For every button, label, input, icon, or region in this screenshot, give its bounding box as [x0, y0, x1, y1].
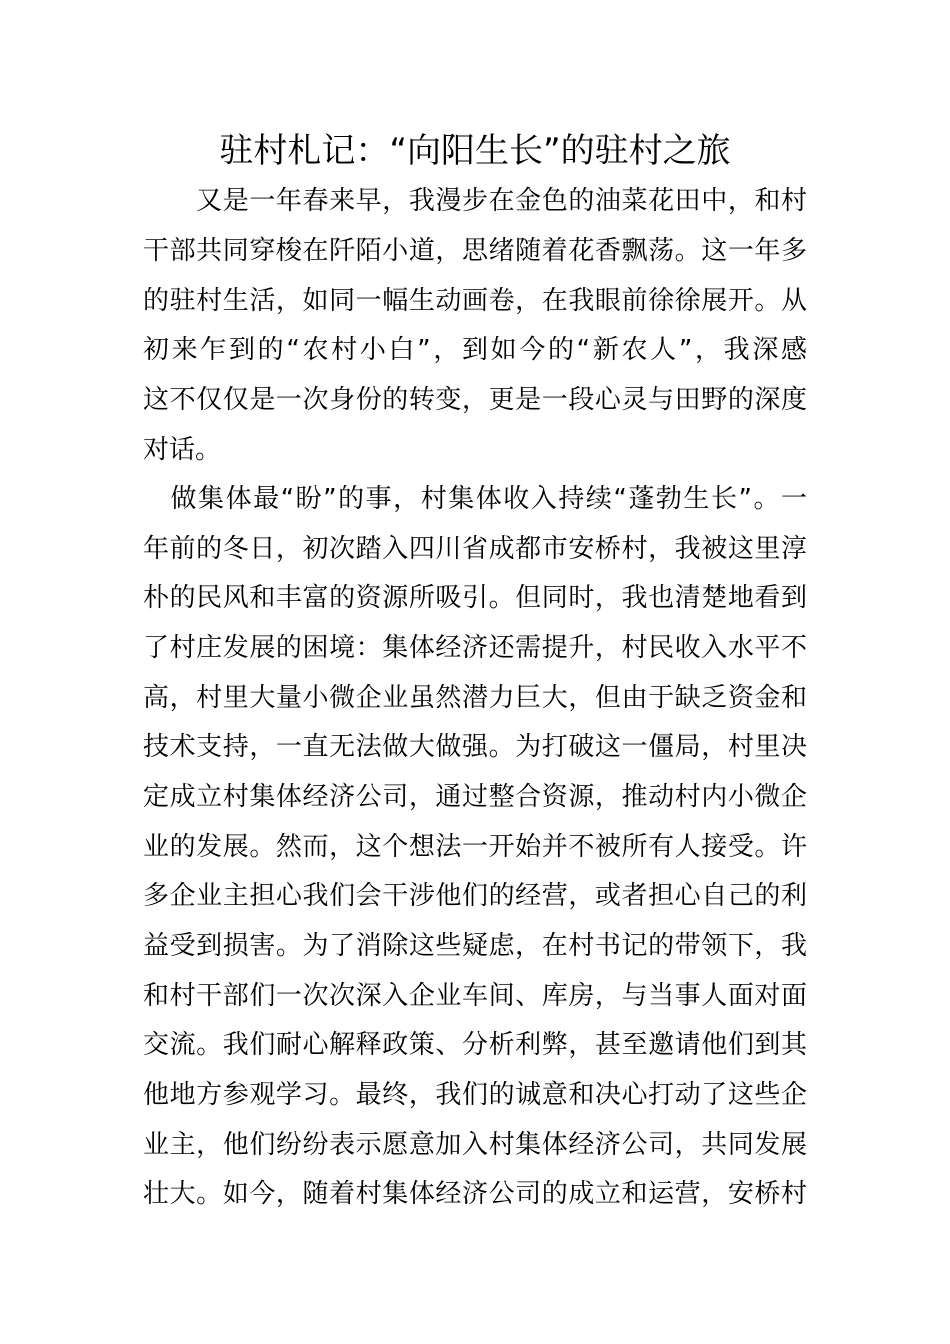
paragraph-2-line-3: 朴的民风和丰富的资源所吸引。但同时，我也清楚地看到 — [143, 583, 807, 613]
paragraph-2-line-7: 定成立村集体经济公司，通过整合资源，推动村内小微企 — [143, 782, 807, 812]
paragraph-2-line-13: 他地方参观学习。最终，我们的诚意和决心打动了这些企 — [143, 1080, 807, 1110]
paragraph-1-line-3: 的驻村生活，如同一幅生动画卷，在我眼前徐徐展开。从 — [143, 286, 807, 316]
paragraph-2-line-10: 益受到损害。为了消除这些疑虑，在村书记的带领下，我 — [143, 931, 807, 961]
paragraph-2-line-2: 年前的冬日，初次踏入四川省成都市安桥村，我被这里淳 — [143, 534, 807, 564]
paragraph-1-line-5: 这不仅仅是一次身份的转变，更是一段心灵与田野的深度 — [143, 385, 807, 415]
paragraph-2-line-12: 交流。我们耐心解释政策、分析利弊，甚至邀请他们到其 — [143, 1030, 807, 1060]
paragraph-2-line-8: 业的发展。然而，这个想法一开始并不被所有人接受。许 — [143, 832, 807, 862]
paragraph-2-line-11: 和村干部们一次次深入企业车间、库房，与当事人面对面 — [143, 981, 807, 1011]
document-title: 驻村札记：“向阳生长”的驻村之旅 — [219, 131, 731, 171]
paragraph-1-line-1: 又是一年春来早，我漫步在金色的油菜花田中，和村 — [143, 186, 807, 216]
paragraph-1-line-4: 初来乍到的“农村小白”，到如今的“新农人”，我深感 — [143, 335, 807, 365]
paragraph-2-line-1: 做集体最“盼”的事，村集体收入持续“蓬勃生长”。一 — [143, 484, 807, 514]
paragraph-1-line-2: 干部共同穿梭在阡陌小道，思绪随着花香飘荡。这一年多 — [143, 236, 807, 266]
paragraph-2-line-6: 技术支持，一直无法做大做强。为打破这一僵局，村里决 — [143, 732, 807, 762]
paragraph-2-line-14: 业主，他们纷纷表示愿意加入村集体经济公司，共同发展 — [143, 1130, 807, 1160]
paragraph-1-line-6: 对话。 — [143, 435, 222, 465]
paragraph-2-line-9: 多企业主担心我们会干涉他们的经营，或者担心自己的利 — [143, 881, 807, 911]
paragraph-2-line-5: 高，村里大量小微企业虽然潜力巨大，但由于缺乏资金和 — [143, 683, 807, 713]
paragraph-2-line-15: 壮大。如今，随着村集体经济公司的成立和运营，安桥村 — [143, 1179, 807, 1209]
paragraph-2-line-4: 了村庄发展的困境：集体经济还需提升，村民收入水平不 — [143, 633, 807, 663]
